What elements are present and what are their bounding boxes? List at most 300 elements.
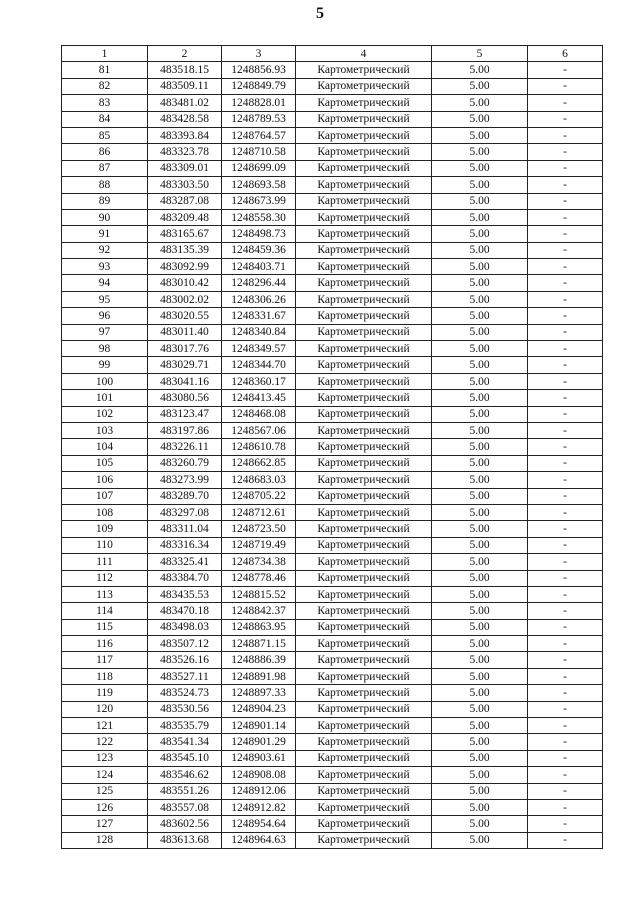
method-cell: Картометрический bbox=[296, 439, 432, 455]
table-row bbox=[62, 668, 603, 684]
table-row bbox=[62, 193, 603, 209]
y-coordinate-cell: 1248662.85 bbox=[222, 455, 296, 471]
description-cell: - bbox=[528, 652, 603, 668]
table-row bbox=[62, 324, 603, 340]
x-coordinate-cell: 483260.79 bbox=[148, 455, 222, 471]
point-number-cell: 91 bbox=[62, 226, 148, 242]
x-coordinate-cell: 483017.76 bbox=[148, 341, 222, 357]
accuracy-cell: 5.00 bbox=[432, 750, 528, 766]
y-coordinate-cell: 1248886.39 bbox=[222, 652, 296, 668]
y-coordinate-cell: 1248908.08 bbox=[222, 767, 296, 783]
description-cell: - bbox=[528, 668, 603, 684]
y-coordinate-cell: 1248296.44 bbox=[222, 275, 296, 291]
table-row bbox=[62, 603, 603, 619]
point-number-cell: 93 bbox=[62, 259, 148, 275]
y-coordinate-cell: 1248710.58 bbox=[222, 144, 296, 160]
accuracy-cell: 5.00 bbox=[432, 160, 528, 176]
accuracy-cell: 5.00 bbox=[432, 619, 528, 635]
method-cell: Картометрический bbox=[296, 816, 432, 832]
method-cell: Картометрический bbox=[296, 95, 432, 111]
accuracy-cell: 5.00 bbox=[432, 455, 528, 471]
y-coordinate-cell: 1248403.71 bbox=[222, 259, 296, 275]
x-coordinate-cell: 483010.42 bbox=[148, 275, 222, 291]
x-coordinate-cell: 483524.73 bbox=[148, 685, 222, 701]
point-number-cell: 126 bbox=[62, 799, 148, 815]
method-cell: Картометрический bbox=[296, 275, 432, 291]
accuracy-cell: 5.00 bbox=[432, 341, 528, 357]
point-number-cell: 97 bbox=[62, 324, 148, 340]
y-coordinate-cell: 1248558.30 bbox=[222, 209, 296, 225]
description-cell: - bbox=[528, 554, 603, 570]
table-row bbox=[62, 636, 603, 652]
table-row bbox=[62, 341, 603, 357]
x-coordinate-cell: 483602.56 bbox=[148, 816, 222, 832]
y-coordinate-cell: 1248705.22 bbox=[222, 488, 296, 504]
description-cell: - bbox=[528, 636, 603, 652]
x-coordinate-cell: 483226.11 bbox=[148, 439, 222, 455]
y-coordinate-cell: 1248904.23 bbox=[222, 701, 296, 717]
point-number-cell: 128 bbox=[62, 832, 148, 848]
method-cell: Картометрический bbox=[296, 832, 432, 848]
description-cell: - bbox=[528, 832, 603, 848]
x-coordinate-cell: 483498.03 bbox=[148, 619, 222, 635]
description-cell: - bbox=[528, 767, 603, 783]
accuracy-cell: 5.00 bbox=[432, 324, 528, 340]
point-number-cell: 85 bbox=[62, 127, 148, 143]
description-cell: - bbox=[528, 734, 603, 750]
accuracy-cell: 5.00 bbox=[432, 472, 528, 488]
method-cell: Картометрический bbox=[296, 799, 432, 815]
accuracy-cell: 5.00 bbox=[432, 668, 528, 684]
point-number-cell: 106 bbox=[62, 472, 148, 488]
coordinates-table bbox=[61, 45, 603, 849]
point-number-cell: 95 bbox=[62, 291, 148, 307]
y-coordinate-cell: 1248734.38 bbox=[222, 554, 296, 570]
table-row bbox=[62, 816, 603, 832]
y-coordinate-cell: 1248712.61 bbox=[222, 504, 296, 520]
table-row bbox=[62, 144, 603, 160]
x-coordinate-cell: 483123.47 bbox=[148, 406, 222, 422]
x-coordinate-cell: 483011.40 bbox=[148, 324, 222, 340]
point-number-cell: 124 bbox=[62, 767, 148, 783]
description-cell: - bbox=[528, 357, 603, 373]
table-row bbox=[62, 783, 603, 799]
x-coordinate-cell: 483481.02 bbox=[148, 95, 222, 111]
x-coordinate-cell: 483080.56 bbox=[148, 390, 222, 406]
x-coordinate-cell: 483303.50 bbox=[148, 177, 222, 193]
x-coordinate-cell: 483029.71 bbox=[148, 357, 222, 373]
y-coordinate-cell: 1248871.15 bbox=[222, 636, 296, 652]
description-cell: - bbox=[528, 308, 603, 324]
table-row bbox=[62, 537, 603, 553]
column-header: 2 bbox=[148, 46, 222, 62]
method-cell: Картометрический bbox=[296, 226, 432, 242]
point-number-cell: 109 bbox=[62, 521, 148, 537]
table-row bbox=[62, 554, 603, 570]
accuracy-cell: 5.00 bbox=[432, 62, 528, 78]
accuracy-cell: 5.00 bbox=[432, 127, 528, 143]
table-row bbox=[62, 439, 603, 455]
method-cell: Картометрический bbox=[296, 209, 432, 225]
point-number-cell: 107 bbox=[62, 488, 148, 504]
point-number-cell: 119 bbox=[62, 685, 148, 701]
y-coordinate-cell: 1248693.58 bbox=[222, 177, 296, 193]
description-cell: - bbox=[528, 324, 603, 340]
method-cell: Картометрический bbox=[296, 357, 432, 373]
accuracy-cell: 5.00 bbox=[432, 242, 528, 258]
method-cell: Картометрический bbox=[296, 308, 432, 324]
method-cell: Картометрический bbox=[296, 783, 432, 799]
point-number-cell: 86 bbox=[62, 144, 148, 160]
description-cell: - bbox=[528, 78, 603, 94]
accuracy-cell: 5.00 bbox=[432, 701, 528, 717]
accuracy-cell: 5.00 bbox=[432, 816, 528, 832]
description-cell: - bbox=[528, 537, 603, 553]
table-row bbox=[62, 160, 603, 176]
accuracy-cell: 5.00 bbox=[432, 308, 528, 324]
description-cell: - bbox=[528, 685, 603, 701]
description-cell: - bbox=[528, 504, 603, 520]
method-cell: Картометрический bbox=[296, 111, 432, 127]
point-number-cell: 115 bbox=[62, 619, 148, 635]
method-cell: Картометрический bbox=[296, 668, 432, 684]
table-row bbox=[62, 373, 603, 389]
description-cell: - bbox=[528, 619, 603, 635]
accuracy-cell: 5.00 bbox=[432, 275, 528, 291]
y-coordinate-cell: 1248413.45 bbox=[222, 390, 296, 406]
accuracy-cell: 5.00 bbox=[432, 291, 528, 307]
table-row bbox=[62, 455, 603, 471]
table-row bbox=[62, 209, 603, 225]
description-cell: - bbox=[528, 341, 603, 357]
point-number-cell: 118 bbox=[62, 668, 148, 684]
table-row bbox=[62, 652, 603, 668]
y-coordinate-cell: 1248856.93 bbox=[222, 62, 296, 78]
y-coordinate-cell: 1248306.26 bbox=[222, 291, 296, 307]
point-number-cell: 121 bbox=[62, 718, 148, 734]
method-cell: Картометрический bbox=[296, 341, 432, 357]
x-coordinate-cell: 483092.99 bbox=[148, 259, 222, 275]
accuracy-cell: 5.00 bbox=[432, 259, 528, 275]
method-cell: Картометрический bbox=[296, 521, 432, 537]
accuracy-cell: 5.00 bbox=[432, 422, 528, 438]
method-cell: Картометрический bbox=[296, 291, 432, 307]
x-coordinate-cell: 483289.70 bbox=[148, 488, 222, 504]
accuracy-cell: 5.00 bbox=[432, 734, 528, 750]
method-cell: Картометрический bbox=[296, 488, 432, 504]
table-row bbox=[62, 750, 603, 766]
description-cell: - bbox=[528, 242, 603, 258]
x-coordinate-cell: 483613.68 bbox=[148, 832, 222, 848]
table-row bbox=[62, 734, 603, 750]
description-cell: - bbox=[528, 127, 603, 143]
x-coordinate-cell: 483316.34 bbox=[148, 537, 222, 553]
y-coordinate-cell: 1248954.64 bbox=[222, 816, 296, 832]
point-number-cell: 87 bbox=[62, 160, 148, 176]
point-number-cell: 83 bbox=[62, 95, 148, 111]
x-coordinate-cell: 483020.55 bbox=[148, 308, 222, 324]
table-row bbox=[62, 78, 603, 94]
x-coordinate-cell: 483435.53 bbox=[148, 586, 222, 602]
description-cell: - bbox=[528, 783, 603, 799]
point-number-cell: 110 bbox=[62, 537, 148, 553]
accuracy-cell: 5.00 bbox=[432, 783, 528, 799]
method-cell: Картометрический bbox=[296, 127, 432, 143]
description-cell: - bbox=[528, 111, 603, 127]
accuracy-cell: 5.00 bbox=[432, 504, 528, 520]
point-number-cell: 81 bbox=[62, 62, 148, 78]
x-coordinate-cell: 483535.79 bbox=[148, 718, 222, 734]
x-coordinate-cell: 483428.58 bbox=[148, 111, 222, 127]
description-cell: - bbox=[528, 291, 603, 307]
accuracy-cell: 5.00 bbox=[432, 767, 528, 783]
description-cell: - bbox=[528, 275, 603, 291]
y-coordinate-cell: 1248912.82 bbox=[222, 799, 296, 815]
method-cell: Картометрический bbox=[296, 472, 432, 488]
point-number-cell: 89 bbox=[62, 193, 148, 209]
method-cell: Картометрический bbox=[296, 504, 432, 520]
accuracy-cell: 5.00 bbox=[432, 144, 528, 160]
column-header: 5 bbox=[432, 46, 528, 62]
table-row bbox=[62, 685, 603, 701]
method-cell: Картометрический bbox=[296, 242, 432, 258]
y-coordinate-cell: 1248828.01 bbox=[222, 95, 296, 111]
method-cell: Картометрический bbox=[296, 685, 432, 701]
method-cell: Картометрический bbox=[296, 570, 432, 586]
table-row bbox=[62, 390, 603, 406]
accuracy-cell: 5.00 bbox=[432, 832, 528, 848]
point-number-cell: 108 bbox=[62, 504, 148, 520]
accuracy-cell: 5.00 bbox=[432, 439, 528, 455]
table-row bbox=[62, 799, 603, 815]
column-header: 3 bbox=[222, 46, 296, 62]
description-cell: - bbox=[528, 701, 603, 717]
table-row bbox=[62, 619, 603, 635]
y-coordinate-cell: 1248863.95 bbox=[222, 619, 296, 635]
point-number-cell: 82 bbox=[62, 78, 148, 94]
table-row bbox=[62, 226, 603, 242]
point-number-cell: 127 bbox=[62, 816, 148, 832]
method-cell: Картометрический bbox=[296, 734, 432, 750]
accuracy-cell: 5.00 bbox=[432, 586, 528, 602]
accuracy-cell: 5.00 bbox=[432, 537, 528, 553]
table-row bbox=[62, 357, 603, 373]
method-cell: Картометрический bbox=[296, 78, 432, 94]
x-coordinate-cell: 483527.11 bbox=[148, 668, 222, 684]
x-coordinate-cell: 483002.02 bbox=[148, 291, 222, 307]
y-coordinate-cell: 1248901.29 bbox=[222, 734, 296, 750]
x-coordinate-cell: 483470.18 bbox=[148, 603, 222, 619]
x-coordinate-cell: 483541.34 bbox=[148, 734, 222, 750]
accuracy-cell: 5.00 bbox=[432, 603, 528, 619]
y-coordinate-cell: 1248699.09 bbox=[222, 160, 296, 176]
point-number-cell: 105 bbox=[62, 455, 148, 471]
point-number-cell: 111 bbox=[62, 554, 148, 570]
description-cell: - bbox=[528, 95, 603, 111]
y-coordinate-cell: 1248498.73 bbox=[222, 226, 296, 242]
y-coordinate-cell: 1248673.99 bbox=[222, 193, 296, 209]
point-number-cell: 99 bbox=[62, 357, 148, 373]
table-row bbox=[62, 521, 603, 537]
table-row bbox=[62, 406, 603, 422]
description-cell: - bbox=[528, 406, 603, 422]
method-cell: Картометрический bbox=[296, 177, 432, 193]
method-cell: Картометрический bbox=[296, 603, 432, 619]
point-number-cell: 90 bbox=[62, 209, 148, 225]
x-coordinate-cell: 483165.67 bbox=[148, 226, 222, 242]
description-cell: - bbox=[528, 439, 603, 455]
description-cell: - bbox=[528, 144, 603, 160]
x-coordinate-cell: 483545.10 bbox=[148, 750, 222, 766]
method-cell: Картометрический bbox=[296, 62, 432, 78]
point-number-cell: 103 bbox=[62, 422, 148, 438]
y-coordinate-cell: 1248815.52 bbox=[222, 586, 296, 602]
method-cell: Картометрический bbox=[296, 586, 432, 602]
method-cell: Картометрический bbox=[296, 373, 432, 389]
x-coordinate-cell: 483311.04 bbox=[148, 521, 222, 537]
description-cell: - bbox=[528, 603, 603, 619]
x-coordinate-cell: 483135.39 bbox=[148, 242, 222, 258]
accuracy-cell: 5.00 bbox=[432, 373, 528, 389]
point-number-cell: 104 bbox=[62, 439, 148, 455]
table-row bbox=[62, 586, 603, 602]
table-body bbox=[62, 46, 603, 849]
description-cell: - bbox=[528, 570, 603, 586]
description-cell: - bbox=[528, 390, 603, 406]
accuracy-cell: 5.00 bbox=[432, 111, 528, 127]
y-coordinate-cell: 1248349.57 bbox=[222, 341, 296, 357]
point-number-cell: 117 bbox=[62, 652, 148, 668]
method-cell: Картометрический bbox=[296, 767, 432, 783]
table-header-row bbox=[62, 46, 603, 62]
y-coordinate-cell: 1248723.50 bbox=[222, 521, 296, 537]
description-cell: - bbox=[528, 422, 603, 438]
x-coordinate-cell: 483509.11 bbox=[148, 78, 222, 94]
x-coordinate-cell: 483209.48 bbox=[148, 209, 222, 225]
table-row bbox=[62, 504, 603, 520]
description-cell: - bbox=[528, 226, 603, 242]
method-cell: Картометрический bbox=[296, 636, 432, 652]
x-coordinate-cell: 483384.70 bbox=[148, 570, 222, 586]
table-row bbox=[62, 62, 603, 78]
point-number-cell: 112 bbox=[62, 570, 148, 586]
description-cell: - bbox=[528, 488, 603, 504]
table-row bbox=[62, 242, 603, 258]
accuracy-cell: 5.00 bbox=[432, 554, 528, 570]
method-cell: Картометрический bbox=[296, 701, 432, 717]
description-cell: - bbox=[528, 62, 603, 78]
table-row bbox=[62, 832, 603, 848]
table-row bbox=[62, 570, 603, 586]
point-number-cell: 123 bbox=[62, 750, 148, 766]
x-coordinate-cell: 483287.08 bbox=[148, 193, 222, 209]
method-cell: Картометрический bbox=[296, 750, 432, 766]
method-cell: Картометрический bbox=[296, 554, 432, 570]
description-cell: - bbox=[528, 259, 603, 275]
column-header: 4 bbox=[296, 46, 432, 62]
accuracy-cell: 5.00 bbox=[432, 390, 528, 406]
point-number-cell: 125 bbox=[62, 783, 148, 799]
accuracy-cell: 5.00 bbox=[432, 636, 528, 652]
table-row bbox=[62, 422, 603, 438]
y-coordinate-cell: 1248849.79 bbox=[222, 78, 296, 94]
description-cell: - bbox=[528, 799, 603, 815]
x-coordinate-cell: 483557.08 bbox=[148, 799, 222, 815]
y-coordinate-cell: 1248903.61 bbox=[222, 750, 296, 766]
description-cell: - bbox=[528, 193, 603, 209]
method-cell: Картометрический bbox=[296, 537, 432, 553]
y-coordinate-cell: 1248567.06 bbox=[222, 422, 296, 438]
description-cell: - bbox=[528, 472, 603, 488]
accuracy-cell: 5.00 bbox=[432, 685, 528, 701]
y-coordinate-cell: 1248340.84 bbox=[222, 324, 296, 340]
point-number-cell: 98 bbox=[62, 341, 148, 357]
point-number-cell: 101 bbox=[62, 390, 148, 406]
x-coordinate-cell: 483526.16 bbox=[148, 652, 222, 668]
description-cell: - bbox=[528, 455, 603, 471]
point-number-cell: 84 bbox=[62, 111, 148, 127]
table-row bbox=[62, 291, 603, 307]
y-coordinate-cell: 1248964.63 bbox=[222, 832, 296, 848]
y-coordinate-cell: 1248764.57 bbox=[222, 127, 296, 143]
point-number-cell: 94 bbox=[62, 275, 148, 291]
table-row bbox=[62, 308, 603, 324]
table-row bbox=[62, 127, 603, 143]
description-cell: - bbox=[528, 521, 603, 537]
point-number-cell: 116 bbox=[62, 636, 148, 652]
x-coordinate-cell: 483197.86 bbox=[148, 422, 222, 438]
accuracy-cell: 5.00 bbox=[432, 357, 528, 373]
accuracy-cell: 5.00 bbox=[432, 78, 528, 94]
method-cell: Картометрический bbox=[296, 455, 432, 471]
method-cell: Картометрический bbox=[296, 406, 432, 422]
accuracy-cell: 5.00 bbox=[432, 521, 528, 537]
table-row bbox=[62, 472, 603, 488]
table-row bbox=[62, 177, 603, 193]
x-coordinate-cell: 483297.08 bbox=[148, 504, 222, 520]
point-number-cell: 100 bbox=[62, 373, 148, 389]
point-number-cell: 102 bbox=[62, 406, 148, 422]
accuracy-cell: 5.00 bbox=[432, 799, 528, 815]
method-cell: Картометрический bbox=[296, 619, 432, 635]
y-coordinate-cell: 1248912.06 bbox=[222, 783, 296, 799]
point-number-cell: 114 bbox=[62, 603, 148, 619]
table-row bbox=[62, 767, 603, 783]
table-row bbox=[62, 111, 603, 127]
method-cell: Картометрический bbox=[296, 390, 432, 406]
x-coordinate-cell: 483546.62 bbox=[148, 767, 222, 783]
method-cell: Картометрический bbox=[296, 652, 432, 668]
method-cell: Картометрический bbox=[296, 144, 432, 160]
description-cell: - bbox=[528, 177, 603, 193]
accuracy-cell: 5.00 bbox=[432, 193, 528, 209]
point-number-cell: 120 bbox=[62, 701, 148, 717]
table-row bbox=[62, 701, 603, 717]
accuracy-cell: 5.00 bbox=[432, 718, 528, 734]
y-coordinate-cell: 1248610.78 bbox=[222, 439, 296, 455]
method-cell: Картометрический bbox=[296, 718, 432, 734]
y-coordinate-cell: 1248897.33 bbox=[222, 685, 296, 701]
method-cell: Картометрический bbox=[296, 422, 432, 438]
description-cell: - bbox=[528, 586, 603, 602]
column-header: 1 bbox=[62, 46, 148, 62]
column-header: 6 bbox=[528, 46, 603, 62]
description-cell: - bbox=[528, 209, 603, 225]
description-cell: - bbox=[528, 373, 603, 389]
accuracy-cell: 5.00 bbox=[432, 406, 528, 422]
y-coordinate-cell: 1248459.36 bbox=[222, 242, 296, 258]
x-coordinate-cell: 483530.56 bbox=[148, 701, 222, 717]
